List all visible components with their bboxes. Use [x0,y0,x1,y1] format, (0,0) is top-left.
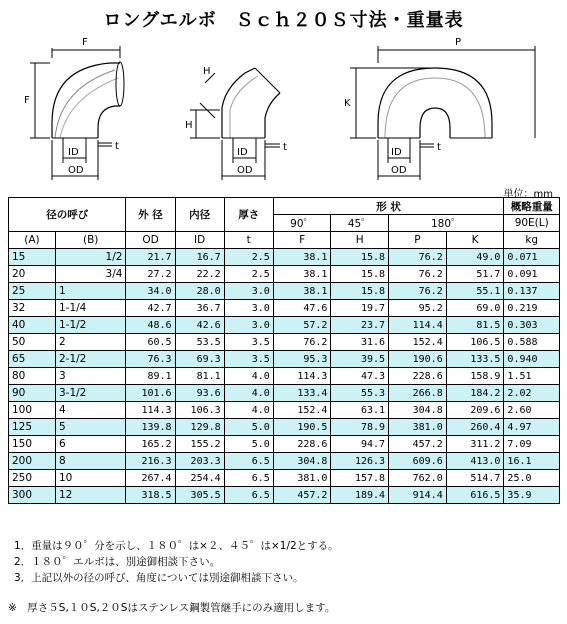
id-cell: 36.7 [175,300,224,317]
size-b-cell: 5 [55,419,125,436]
elbow-180-drawing [350,46,535,180]
od-cell: 27.2 [126,266,175,283]
label-t-45: t [283,142,287,153]
weight-cell: 0.940 [504,351,560,368]
header-row-3 [9,232,560,249]
header-od: 外 径 [126,198,175,232]
size-b-cell: 1-1/4 [55,300,125,317]
size-a-cell: 50 [9,334,56,351]
k-cell: 413.0 [446,453,504,470]
size-a-cell: 25 [9,283,56,300]
h-cell: 63.1 [331,402,389,419]
size-b-cell: 12 [55,487,125,504]
header-a: (A) [9,232,56,249]
id-cell: 129.8 [175,419,224,436]
table-row [9,249,560,266]
table-row [9,470,560,487]
elbow-45-drawing [190,68,280,180]
t-cell: 6.5 [224,453,273,470]
size-a-cell: 40 [9,317,56,334]
k-cell: 49.0 [446,249,504,266]
od-cell: 60.5 [126,334,175,351]
label-id-45: ID [237,147,248,158]
weight-cell: 2.02 [504,385,560,402]
k-cell: 616.5 [446,487,504,504]
weight-cell: 1.51 [504,368,560,385]
f-cell: 38.1 [273,249,331,266]
header-id-sym: ID [175,232,224,249]
weight-cell: 4.97 [504,419,560,436]
f-cell: 381.0 [273,470,331,487]
p-cell: 457.2 [389,436,447,453]
t-cell: 6.5 [224,487,273,504]
h-cell: 15.8 [331,266,389,283]
od-cell: 318.5 [126,487,175,504]
id-cell: 305.5 [175,487,224,504]
f-cell: 304.8 [273,453,331,470]
weight-cell: 7.09 [504,436,560,453]
id-cell: 254.4 [175,470,224,487]
f-cell: 76.2 [273,334,331,351]
id-cell: 155.2 [175,436,224,453]
t-cell: 5.0 [224,436,273,453]
table-row [9,317,560,334]
p-cell: 228.6 [389,368,447,385]
k-cell: 184.2 [446,385,504,402]
t-cell: 3.0 [224,283,273,300]
k-cell: 133.5 [446,351,504,368]
id-cell: 203.3 [175,453,224,470]
p-cell: 762.0 [389,470,447,487]
weight-cell: 35.9 [504,487,560,504]
elbow-diagrams [0,28,567,188]
header-od-sym: OD [126,232,175,249]
k-cell: 106.5 [446,334,504,351]
weight-cell: 0.219 [504,300,560,317]
weight-cell: 0.071 [504,249,560,266]
od-cell: 101.6 [126,385,175,402]
id-cell: 42.6 [175,317,224,334]
h-cell: 126.3 [331,453,389,470]
note-2: 2．１８０゜エルボは、別途御相談下さい。 [14,556,221,568]
size-a-cell: 32 [9,300,56,317]
header-k-sym: K [446,232,504,249]
size-b-cell: 1 [55,283,125,300]
header-45: 45゜ [331,215,389,232]
p-cell: 381.0 [389,419,447,436]
f-cell: 228.6 [273,436,331,453]
size-a-cell: 300 [9,487,56,504]
size-b-cell: 2-1/2 [55,351,125,368]
size-b-cell: 3/4 [55,266,125,283]
label-t-180: t [437,142,441,153]
id-cell: 28.0 [175,283,224,300]
od-cell: 139.8 [126,419,175,436]
h-cell: 47.3 [331,368,389,385]
h-cell: 19.7 [331,300,389,317]
weight-cell: 16.1 [504,453,560,470]
od-cell: 89.1 [126,368,175,385]
label-k: K [344,98,351,109]
p-cell: 76.2 [389,283,447,300]
h-cell: 15.8 [331,249,389,266]
table-row [9,402,560,419]
k-cell: 158.9 [446,368,504,385]
size-b-cell: 6 [55,436,125,453]
header-f-sym: F [273,232,331,249]
size-b-cell: 1-1/2 [55,317,125,334]
h-cell: 78.9 [331,419,389,436]
t-cell: 2.5 [224,249,273,266]
size-a-cell: 15 [9,249,56,266]
weight-cell: 0.303 [504,317,560,334]
h-cell: 189.4 [331,487,389,504]
table-row [9,351,560,368]
od-cell: 165.2 [126,436,175,453]
page-title: ロングエルボ Ｓｃｈ２０Ｓ寸法・重量表 [103,10,464,31]
header-id: 内径 [175,198,224,232]
header-180: 180゜ [389,215,504,232]
p-cell: 266.8 [389,385,447,402]
f-cell: 457.2 [273,487,331,504]
label-od-90: OD [68,165,84,176]
table-row [9,419,560,436]
table-row [9,487,560,504]
table-row [9,334,560,351]
table-row [9,453,560,470]
od-cell: 114.3 [126,402,175,419]
weight-cell: 25.0 [504,470,560,487]
header-size: 径の呼び [9,198,126,232]
label-f-top: F [82,37,88,48]
k-cell: 311.2 [446,436,504,453]
label-h-side: H [185,120,193,131]
od-cell: 216.3 [126,453,175,470]
note-1: 1．重量は９０゜分を示し、１８０゜は×２、４５゜は×1/2とする。 [14,540,339,552]
p-cell: 95.2 [389,300,447,317]
note-3: 3．上記以外の径の呼び、角度については別途御相談下さい。 [14,572,304,584]
size-a-cell: 100 [9,402,56,419]
p-cell: 76.2 [389,249,447,266]
id-cell: 106.3 [175,402,224,419]
label-f-side: F [24,95,30,106]
t-cell: 3.0 [224,317,273,334]
h-cell: 31.6 [331,334,389,351]
table-row [9,300,560,317]
size-a-cell: 125 [9,419,56,436]
label-od-180: OD [391,165,407,176]
p-cell: 304.8 [389,402,447,419]
h-cell: 23.7 [331,317,389,334]
header-weight-sub: 90E(L) [504,215,560,232]
size-b-cell: 2 [55,334,125,351]
header-kg: kg [504,232,560,249]
header-t-sym: t [224,232,273,249]
header-weight: 概略重量 [504,198,560,215]
weight-cell: 0.137 [504,283,560,300]
f-cell: 38.1 [273,266,331,283]
t-cell: 3.5 [224,334,273,351]
table-row [9,385,560,402]
weight-cell: 0.091 [504,266,560,283]
k-cell: 69.0 [446,300,504,317]
id-cell: 16.7 [175,249,224,266]
size-a-cell: 200 [9,453,56,470]
notes [14,538,339,586]
od-cell: 42.7 [126,300,175,317]
od-cell: 76.3 [126,351,175,368]
size-a-cell: 65 [9,351,56,368]
f-cell: 190.5 [273,419,331,436]
f-cell: 114.3 [273,368,331,385]
size-a-cell: 250 [9,470,56,487]
header-90: 90゜ [273,215,331,232]
p-cell: 114.4 [389,317,447,334]
header-t: 厚さ [224,198,273,232]
od-cell: 48.6 [126,317,175,334]
od-cell: 267.4 [126,470,175,487]
k-cell: 55.1 [446,283,504,300]
f-cell: 38.1 [273,283,331,300]
id-cell: 93.6 [175,385,224,402]
size-a-cell: 20 [9,266,56,283]
header-b: (B) [55,232,125,249]
unit-label: 単位：mm [503,189,553,200]
label-id-180: ID [391,147,402,158]
size-a-cell: 80 [9,368,56,385]
header-p-sym: P [389,232,447,249]
spec-table [8,197,560,504]
f-cell: 57.2 [273,317,331,334]
t-cell: 3.5 [224,351,273,368]
f-cell: 133.4 [273,385,331,402]
table-row [9,436,560,453]
od-cell: 21.7 [126,249,175,266]
label-od-45: OD [237,165,253,176]
p-cell: 152.4 [389,334,447,351]
table-row [9,266,560,283]
k-cell: 51.7 [446,266,504,283]
h-cell: 157.8 [331,470,389,487]
t-cell: 4.0 [224,385,273,402]
id-cell: 53.5 [175,334,224,351]
h-cell: 94.7 [331,436,389,453]
size-b-cell: 3-1/2 [55,385,125,402]
p-cell: 190.6 [389,351,447,368]
size-b-cell: 8 [55,453,125,470]
t-cell: 3.0 [224,300,273,317]
h-cell: 39.5 [331,351,389,368]
table-row [9,283,560,300]
p-cell: 76.2 [389,266,447,283]
t-cell: 5.0 [224,419,273,436]
header-shape: 形 状 [273,198,504,215]
size-b-cell: 10 [55,470,125,487]
size-a-cell: 90 [9,385,56,402]
t-cell: 6.5 [224,470,273,487]
size-a-cell: 150 [9,436,56,453]
id-cell: 22.2 [175,266,224,283]
id-cell: 81.1 [175,368,224,385]
t-cell: 4.0 [224,368,273,385]
size-b-cell: 1/2 [55,249,125,266]
h-cell: 15.8 [331,283,389,300]
label-p: P [455,37,462,48]
header-row-1 [9,198,560,215]
k-cell: 260.4 [446,419,504,436]
weight-cell: 2.60 [504,402,560,419]
label-t-90: t [115,141,119,152]
size-b-cell: 4 [55,402,125,419]
elbow-90-drawing [30,46,124,180]
k-cell: 81.5 [446,317,504,334]
header-h-sym: H [331,232,389,249]
f-cell: 47.6 [273,300,331,317]
h-cell: 55.3 [331,385,389,402]
f-cell: 152.4 [273,402,331,419]
t-cell: 4.0 [224,402,273,419]
weight-cell: 0.588 [504,334,560,351]
id-cell: 69.3 [175,351,224,368]
od-cell: 34.0 [126,283,175,300]
p-cell: 609.6 [389,453,447,470]
t-cell: 2.5 [224,266,273,283]
label-h-top: H [203,66,211,77]
k-cell: 209.6 [446,402,504,419]
p-cell: 914.4 [389,487,447,504]
table-row [9,368,560,385]
k-cell: 514.7 [446,470,504,487]
f-cell: 95.3 [273,351,331,368]
label-id-90: ID [68,147,79,158]
footnote: ※ 厚さ５S,１０S,２０Sはステンレス鋼製管継手にのみ適用します。 [8,602,336,614]
size-b-cell: 3 [55,368,125,385]
